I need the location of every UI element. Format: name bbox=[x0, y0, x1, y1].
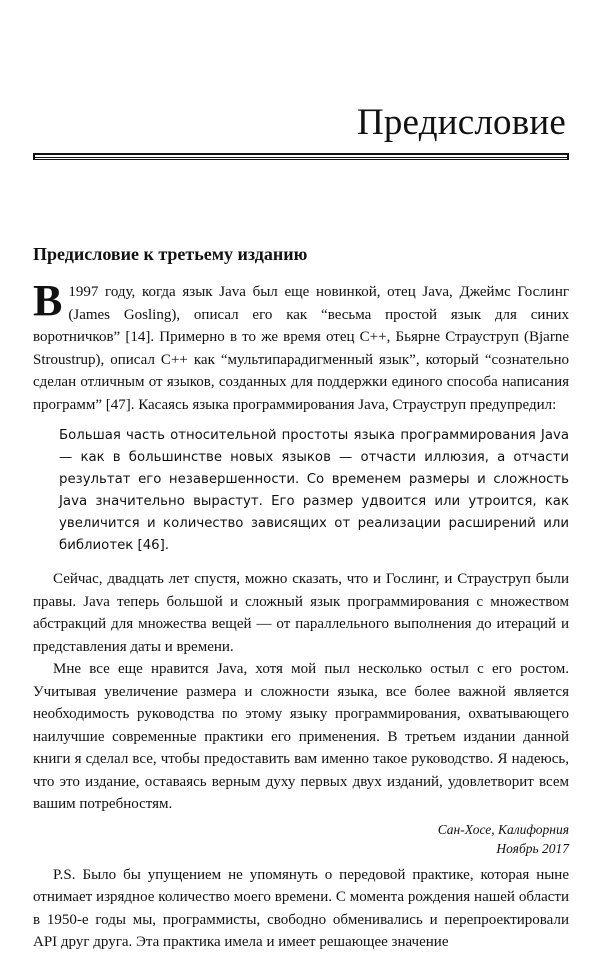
body-text bbox=[33, 276, 569, 954]
signature-place: Сан-Хосе, Калифорния bbox=[437, 821, 569, 837]
lead-paragraph-text: 1997 году, когда язык Java был еще новинкой, отец Java, Джеймс Гослинг (James Gosling), описал его как “весьма простой язык для синих воротничков” [14]. Примерно в то же время отец C++, Бьярне Страуструп (Bjarne Stroustrup), описал C++ как “мультипарадигменный язык”, который “сознательно сделан отличным от языков, созданных для поддержки единого способа написания программ” [47]. Касаясь языка программирования Java, Страуструп предупредил: bbox=[33, 284, 569, 413]
paragraph-1: Сейчас, двадцать лет спустя, можно сказать, что и Гослинг, и Страуструп были правы. Java теперь большой и сложный язык программирования с множеством абстракций для множества вещей — от параллельного выполнения до итераций и представления даты и времени. bbox=[33, 571, 569, 655]
section-title: Предисловие к третьему изданию bbox=[33, 244, 308, 264]
chapter-title: Предисловие bbox=[356, 102, 566, 143]
chapter-title-rule bbox=[33, 153, 569, 160]
lead-paragraph bbox=[33, 276, 569, 416]
postscript: P.S. Было бы упущением не упомянуть о передовой практике, которая ныне отнимает изрядное количество моего времени. С момента рождения нашей области в 1950-е годы мы, программисты, свободно обменивались и перепроектировали API друг друга. Эта практика имела и имеет решающее значение bbox=[33, 866, 569, 950]
block-quote: Большая часть относительной простоты языка программирования Java — как в большинстве новых языков — отчасти иллюзия, а отчасти результат его незавершенности. Со временем размеры и сложность Java значительно вырастут. Его размер удвоится или утроится, как увеличится и количество зависящих от реализации расширений или библиотек [46]. bbox=[59, 428, 569, 553]
signature bbox=[33, 820, 569, 858]
drop-cap: В bbox=[33, 276, 63, 325]
signature-date: Ноябрь 2017 bbox=[496, 840, 569, 856]
paragraph-2: Мне все еще нравится Java, хотя мой пыл несколько остыл с его ростом. Учитывая увеличение размера и сложности языка, все более важной является необходимость руководства по этому языку программирования, охватывающего наилучшие современные практики его применения. В третьем издании данной книги я сделал все, чтобы предоставить вам именно такое руководство. Я надеюсь, что это издание, оставаясь верным духу первых двух изданий, удовлетворит всем вашим потребностям. bbox=[33, 661, 569, 812]
